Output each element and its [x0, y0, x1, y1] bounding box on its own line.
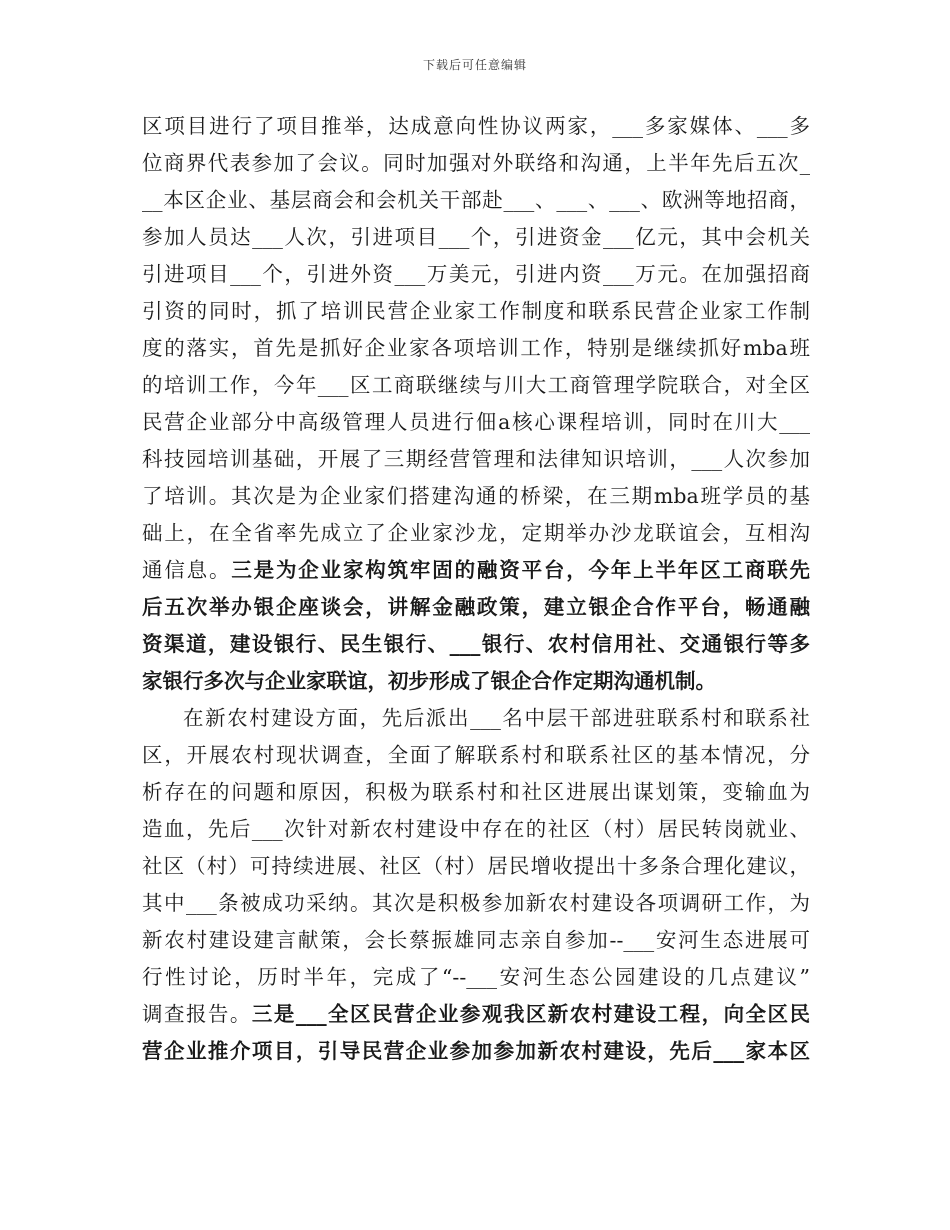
- text-line: 新农村建设建言献策，会长蔡振雄同志亲自参加--___安河生态进展可: [142, 928, 810, 952]
- text-line: 通信息。三是为企业家构筑牢固的融资平台，今年上半年区工商联先: [142, 558, 810, 582]
- text-line: 造血，先后___次针对新农村建设中存在的社区（村）居民转岗就业、: [142, 817, 810, 841]
- text-line: 了培训。其次是为企业家们搭建沟通的桥梁，在三期mba班学员的基: [142, 484, 810, 508]
- text-line: 后五次举办银企座谈会，讲解金融政策，建立银企合作平台，畅通融: [142, 595, 810, 619]
- text-line: 其中___条被成功采纳。其次是积极参加新农村建设各项调研工作，为: [142, 891, 810, 915]
- page-header: 下载后可任意编辑: [422, 58, 527, 72]
- text-line: 础上，在全省率先成立了企业家沙龙，定期举办沙龙联谊会，互相沟: [142, 521, 810, 545]
- text-line: 科技园培训基础，开展了三期经营管理和法律知识培训，___人次参加: [142, 447, 810, 471]
- text-line: 营企业推介项目，引导民营企业参加参加新农村建设，先后___家本区: [142, 1039, 810, 1063]
- text-line: 的培训工作，今年___区工商联继续与川大工商管理学院联合，对全区: [142, 373, 810, 397]
- text-line: 资渠道，建设银行、民生银行、___银行、农村信用社、交通银行等多: [142, 632, 810, 656]
- text-line: __本区企业、基层商会和会机关干部赴___、___、___、欧洲等地招商，: [142, 188, 810, 212]
- text-line: 区项目进行了项目推举，达成意向性协议两家，___多家媒体、___多: [142, 114, 810, 138]
- text-line: 参加人员达___人次，引进项目___个，引进资金___亿元，其中会机关: [142, 225, 810, 249]
- document-body: [142, 108, 810, 1070]
- text-line: 民营企业部分中高级管理人员进行佃a核心课程培训，同时在川大___: [142, 410, 810, 434]
- text-line: 在新农村建设方面，先后派出___名中层干部进驻联系村和联系社: [183, 706, 810, 730]
- text-line: 行性讨论，历时半年，完成了“--___安河生态公园建设的几点建议”: [142, 965, 810, 989]
- paragraph-1: [142, 108, 810, 700]
- text-line: 社区（村）可持续进展、社区（村）居民增收提出十多条合理化建议，: [142, 854, 810, 878]
- text-line: 位商界代表参加了会议。同时加强对外联络和沟通，上半年先后五次_: [142, 151, 810, 175]
- text-line: 度的落实，首先是抓好企业家各项培训工作，特别是继续抓好mba班: [142, 336, 810, 360]
- text-line: 区，开展农村现状调查，全面了解联系村和联系社区的基本情况，分: [142, 743, 810, 767]
- text-line: 析存在的问题和原因，积极为联系村和社区进展出谋划策，变输血为: [142, 780, 810, 804]
- paragraph-2: [142, 700, 810, 1070]
- text-line: 家银行多次与企业家联谊，初步形成了银企合作定期沟通机制。: [142, 669, 716, 693]
- text-line: 引资的同时，抓了培训民营企业家工作制度和联系民营企业家工作制: [142, 299, 810, 323]
- text-line: 调查报告。三是___全区民营企业参观我区新农村建设工程，向全区民: [142, 1002, 810, 1026]
- text-line: 引进项目___个，引进外资___万美元，引进内资___万元。在加强招商: [142, 262, 810, 286]
